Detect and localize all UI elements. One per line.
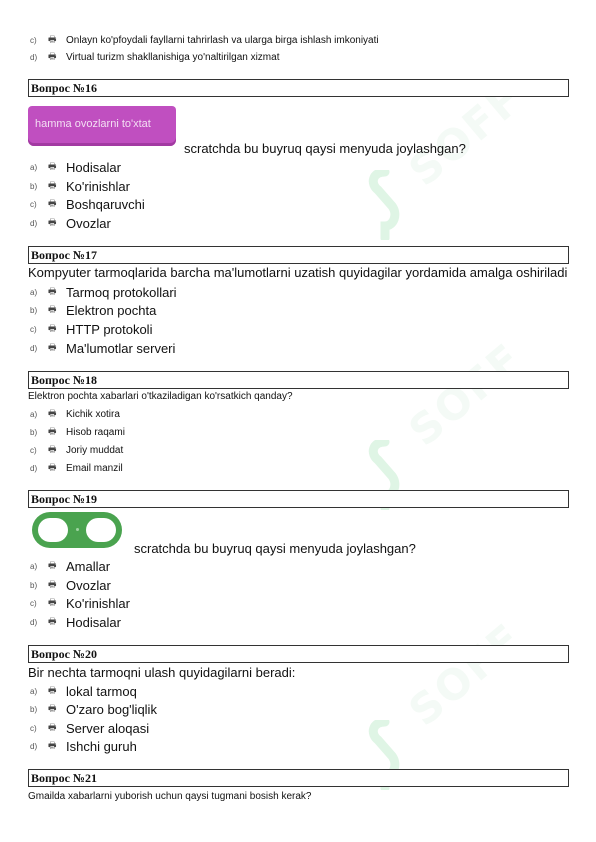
option-text: Kichik xotira	[66, 408, 120, 420]
printer-icon: 🖶	[48, 560, 57, 570]
option-letter: c)	[30, 598, 37, 608]
option-text: lokal tarmoq	[66, 683, 137, 699]
question-text: Elektron pochta xabarlari o'tkaziladigan ko'rsatkich qanday?	[28, 391, 293, 402]
question-text: scratchda bu buyruq qaysi menyuda joylashgan?	[184, 141, 466, 156]
option-item[interactable]	[30, 32, 379, 48]
option-text: Server aloqasi	[66, 720, 150, 736]
option-item[interactable]	[30, 284, 177, 300]
option-item[interactable]	[30, 577, 111, 593]
printer-icon: 🖶	[48, 685, 57, 695]
option-letter: d)	[30, 463, 38, 473]
option-text: Onlayn ko'pfoydali fayllarni tahrirlash va ularga birga ishlash imkoniyati	[66, 34, 379, 46]
option-text: O'zaro bog'liqlik	[66, 701, 157, 717]
printer-icon: 🖶	[48, 408, 57, 418]
option-text: Joriy muddat	[66, 444, 124, 456]
option-letter: b)	[30, 305, 38, 315]
option-letter: a)	[30, 409, 38, 419]
option-item[interactable]	[30, 614, 121, 630]
printer-icon: 🖶	[48, 616, 57, 626]
option-letter: d)	[30, 218, 38, 228]
option-letter: a)	[30, 686, 38, 696]
option-item[interactable]	[30, 196, 145, 212]
option-text: Hisob raqami	[66, 426, 125, 438]
option-letter: c)	[30, 445, 37, 455]
question-header: Вопрос №16	[28, 79, 569, 97]
option-text: Elektron pochta	[66, 302, 157, 318]
option-text: Ko'rinishlar	[66, 595, 130, 611]
option-item[interactable]	[30, 178, 130, 194]
printer-icon: 🖶	[48, 323, 57, 333]
option-item[interactable]	[30, 424, 125, 440]
printer-icon: 🖶	[48, 703, 57, 713]
option-letter: c)	[30, 35, 37, 45]
question-text: scratchda bu buyruq qaysi menyuda joylashgan?	[134, 541, 416, 556]
question-text: Kompyuter tarmoqlarida barcha ma'lumotlarni uzatish quyidagilar yordamida amalga oshiriladi	[28, 265, 568, 280]
printer-icon: 🖶	[48, 444, 57, 454]
printer-icon: 🖶	[48, 286, 57, 296]
question-header: Вопрос №18	[28, 371, 569, 389]
option-item[interactable]	[30, 215, 111, 231]
option-item[interactable]	[30, 321, 152, 337]
option-letter: d)	[30, 741, 38, 751]
option-letter: a)	[30, 561, 38, 571]
scratch-block-image	[32, 512, 122, 548]
question-header: Вопрос №20	[28, 645, 569, 663]
printer-icon: 🖶	[48, 597, 57, 607]
printer-icon: 🖶	[48, 342, 57, 352]
option-letter: a)	[30, 287, 38, 297]
option-item[interactable]	[30, 460, 123, 476]
option-letter: d)	[30, 52, 38, 62]
option-item[interactable]	[30, 406, 120, 422]
option-item[interactable]	[30, 302, 156, 318]
option-text: Email manzil	[66, 462, 123, 474]
printer-icon: 🖶	[48, 722, 57, 732]
scratch-block-image	[28, 106, 176, 146]
printer-icon: 🖶	[48, 462, 57, 472]
option-item[interactable]	[30, 558, 110, 574]
option-text: Hodisalar	[66, 159, 121, 175]
option-text: HTTP protokoli	[66, 321, 153, 337]
option-item[interactable]	[30, 738, 137, 754]
printer-icon: 🖶	[48, 51, 57, 61]
question-header: Вопрос №21	[28, 769, 569, 787]
printer-icon: 🖶	[48, 740, 57, 750]
option-text: Ovozlar	[66, 577, 111, 593]
watermark-text: SOFF	[399, 333, 532, 456]
watermark-text: SOFF	[399, 73, 532, 196]
option-letter: d)	[30, 617, 38, 627]
option-item[interactable]	[30, 340, 175, 356]
printer-icon: 🖶	[48, 34, 57, 44]
question-header: Вопрос №17	[28, 246, 569, 264]
option-letter: c)	[30, 723, 37, 733]
printer-icon: 🖶	[48, 426, 57, 436]
option-text: Ishchi guruh	[66, 738, 137, 754]
watermark-text: SOFF	[399, 613, 532, 736]
option-text: Boshqaruvchi	[66, 196, 145, 212]
printer-icon: 🖶	[48, 304, 57, 314]
option-item[interactable]	[30, 442, 123, 458]
option-text: Virtual turizm shakllanishiga yo'naltirilgan xizmat	[66, 51, 280, 63]
option-item[interactable]	[30, 720, 149, 736]
question-header: Вопрос №19	[28, 490, 569, 508]
printer-icon: 🖶	[48, 161, 57, 171]
option-letter: b)	[30, 427, 38, 437]
option-letter: c)	[30, 324, 37, 334]
option-letter: a)	[30, 162, 38, 172]
option-text: Hodisalar	[66, 614, 121, 630]
option-item[interactable]	[30, 49, 279, 65]
option-item[interactable]	[30, 683, 137, 699]
option-item[interactable]	[30, 159, 121, 175]
question-text: Bir nechta tarmoqni ulash quyidagilarni beradi:	[28, 665, 296, 680]
option-text: Ma'lumotlar serveri	[66, 340, 176, 356]
option-letter: c)	[30, 199, 37, 209]
option-letter: d)	[30, 343, 38, 353]
option-letter: b)	[30, 704, 38, 714]
option-item[interactable]	[30, 595, 130, 611]
watermark-logo-icon	[368, 170, 402, 240]
option-text: Ovozlar	[66, 215, 111, 231]
option-item[interactable]	[30, 701, 157, 717]
option-letter: b)	[30, 181, 38, 191]
printer-icon: 🖶	[48, 198, 57, 208]
option-text: Tarmoq protokollari	[66, 284, 177, 300]
option-text: Ko'rinishlar	[66, 178, 130, 194]
question-text: Gmailda xabarlarni yuborish uchun qaysi tugmani bosish kerak?	[28, 791, 312, 802]
printer-icon: 🖶	[48, 180, 57, 190]
scratch-block-text: hamma ovozlarni to'xtat	[35, 118, 151, 130]
option-text: Amallar	[66, 558, 111, 574]
option-letter: b)	[30, 580, 38, 590]
printer-icon: 🖶	[48, 579, 57, 589]
printer-icon: 🖶	[48, 217, 57, 227]
